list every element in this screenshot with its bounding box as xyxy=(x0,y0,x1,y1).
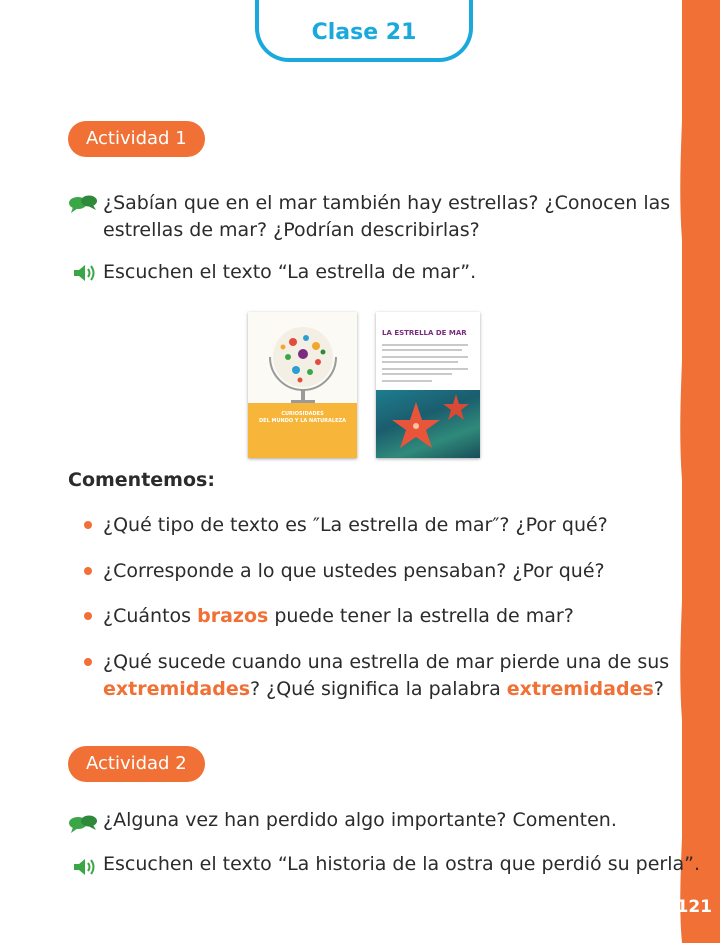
starfish-icon xyxy=(376,390,480,458)
q4-text-end: ? xyxy=(653,678,664,700)
activity-1-badge: Actividad 1 xyxy=(68,121,205,157)
discussion-question-4-line-2 xyxy=(103,676,683,703)
speech-bubbles-icon xyxy=(68,194,98,214)
title-tab xyxy=(255,0,473,62)
discussion-question-2: ¿Corresponde a lo que ustedes pensaban? ¿Por qué? xyxy=(103,560,605,582)
activity-1-listen-line: Escuchen el texto “La estrella de mar”. xyxy=(103,261,477,283)
text-line xyxy=(382,344,468,346)
discussion-question-3 xyxy=(103,603,683,630)
text-line xyxy=(382,356,468,358)
speaker-icon xyxy=(72,263,98,283)
text-line xyxy=(382,373,452,375)
discussion-question-4-line-1: ¿Qué sucede cuando una estrella de mar pierde una de sus xyxy=(103,651,670,673)
bullet-icon xyxy=(84,567,92,575)
book-page-estrella-de-mar xyxy=(376,312,480,458)
text-line xyxy=(382,368,468,370)
activity-1-question-line-1: ¿Sabían que en el mar también hay estrellas? ¿Conocen las xyxy=(103,192,671,214)
globe-illustration xyxy=(248,312,357,407)
activity-2-listen-line: Escuchen el texto “La historia de la ostra que perdió su perla”. xyxy=(103,853,701,875)
keyword-extremidades: extremidades xyxy=(103,678,251,700)
keyword-brazos: brazos xyxy=(197,605,269,627)
q3-text-end: puede tener la estrella de mar? xyxy=(268,605,574,627)
bullet-icon xyxy=(84,521,92,529)
book-1-title xyxy=(252,411,353,425)
bullet-icon xyxy=(84,658,92,666)
activity-1-question-line-2: estrellas de mar? ¿Podrían describirlas? xyxy=(103,219,480,241)
q4-text-middle: ? ¿Qué significa la palabra xyxy=(250,678,507,700)
activity-2-question-line: ¿Alguna vez han perdido algo importante? Comenten. xyxy=(103,809,617,831)
text-line xyxy=(382,380,432,382)
side-band-wave xyxy=(676,0,688,943)
activity-2-badge: Actividad 2 xyxy=(68,746,205,782)
discussion-heading: Comentemos: xyxy=(68,469,215,491)
speech-bubbles-icon xyxy=(68,814,98,834)
book-cover-curiosidades xyxy=(248,312,357,458)
q3-text-start: ¿Cuántos xyxy=(103,605,198,627)
speaker-icon xyxy=(72,857,98,877)
text-line xyxy=(382,361,458,363)
bullet-icon xyxy=(84,612,92,620)
book-cover-band xyxy=(248,403,357,458)
keyword-extremidades: extremidades xyxy=(506,678,654,700)
side-band xyxy=(676,0,720,943)
discussion-question-1: ¿Qué tipo de texto es ″La estrella de mar″? ¿Por qué? xyxy=(103,514,608,536)
page-number: 121 xyxy=(676,897,712,917)
book-1-title-line-2: DEL MUNDO Y LA NATURALEZA xyxy=(259,418,346,424)
page-title: Clase 21 xyxy=(311,20,417,45)
book-1-title-line-1: CURIOSIDADES xyxy=(281,411,324,417)
book-2-title: LA ESTRELLA DE MAR xyxy=(382,329,467,337)
starfish-photo xyxy=(376,390,480,458)
text-line xyxy=(382,349,462,351)
